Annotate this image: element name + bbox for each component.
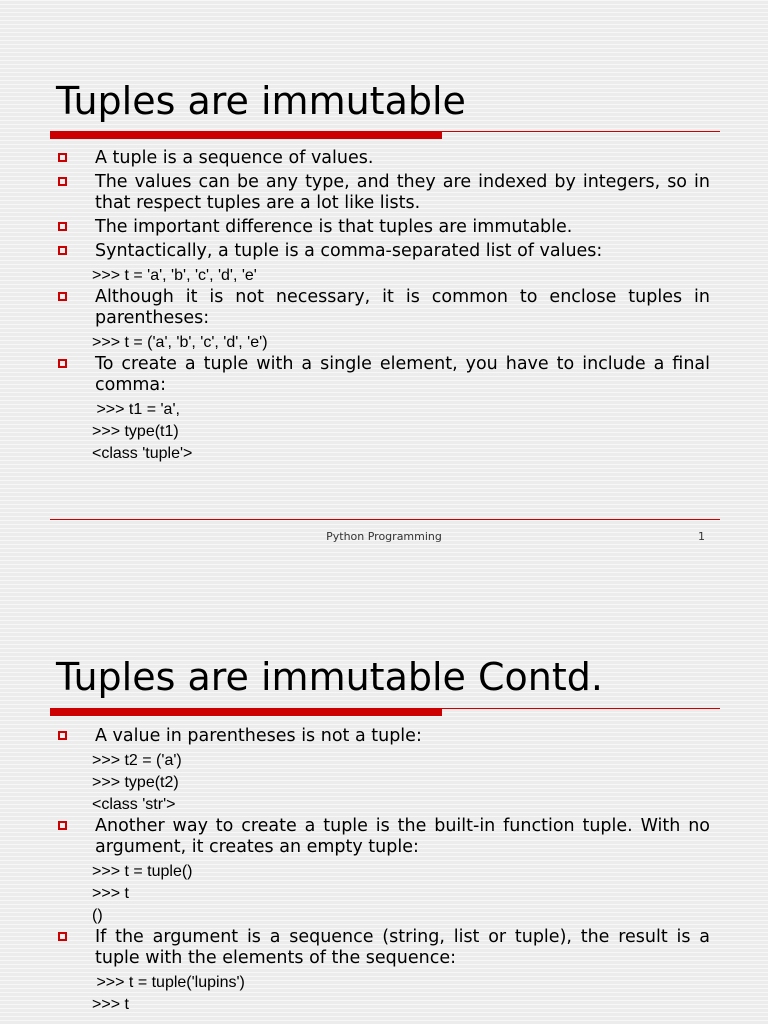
bullet-text: Although it is not necessary, it is common to enclose tuples in parentheses: xyxy=(95,287,710,328)
code-line: >>> t = 'a', 'b', 'c', 'd', 'e' xyxy=(92,267,257,284)
code-line: <class 'tuple'> xyxy=(92,445,193,462)
code-line: >>> t = tuple('lupins') xyxy=(92,974,245,991)
slide-content xyxy=(56,148,710,465)
code-line: >>> t xyxy=(92,996,129,1013)
slide-title: Tuples are immutable Contd. xyxy=(56,655,603,699)
square-bullet-icon xyxy=(58,177,67,186)
slide-2 xyxy=(0,560,768,1024)
bullet-item xyxy=(56,241,710,262)
bullet-text: A tuple is a sequence of values. xyxy=(95,148,374,168)
bullet-item xyxy=(56,816,710,858)
code-line: () xyxy=(92,907,103,924)
bullet-item xyxy=(56,172,710,214)
bullet-text: To create a tuple with a single element, you have to include a final comma: xyxy=(95,354,710,395)
slide-content xyxy=(56,726,710,1016)
title-underline-thick xyxy=(50,708,442,716)
slide-title: Tuples are immutable xyxy=(56,79,466,123)
bullet-item xyxy=(56,148,710,169)
code-line: >>> type(t1) xyxy=(92,423,179,440)
title-underline-thick xyxy=(50,131,442,139)
code-line: >>> t = ('a', 'b', 'c', 'd', 'e') xyxy=(92,334,268,351)
code-line: <class 'str'> xyxy=(92,796,176,813)
bullet-text: The important difference is that tuples are immutable. xyxy=(95,217,573,237)
bullet-item xyxy=(56,217,710,238)
code-line: >>> t = tuple() xyxy=(92,863,193,880)
bullet-text: Another way to create a tuple is the built-in function tuple. With no argument, it creates an empty tuple: xyxy=(95,816,710,857)
bullet-item xyxy=(56,354,710,396)
square-bullet-icon xyxy=(58,731,67,740)
square-bullet-icon xyxy=(58,153,67,162)
square-bullet-icon xyxy=(58,222,67,231)
footer-label: Python Programming xyxy=(326,530,442,543)
bullet-item xyxy=(56,927,710,969)
title-underline-thin xyxy=(442,131,720,132)
code-line: >>> type(t2) xyxy=(92,774,179,791)
page-number: 1 xyxy=(698,530,705,543)
bullet-item xyxy=(56,726,710,747)
square-bullet-icon xyxy=(58,359,67,368)
square-bullet-icon xyxy=(58,932,67,941)
title-underline-thin xyxy=(442,708,720,709)
square-bullet-icon xyxy=(58,246,67,255)
bullet-text: A value in parentheses is not a tuple: xyxy=(95,726,422,746)
code-line: >>> t xyxy=(92,885,129,902)
bullet-item xyxy=(56,287,710,329)
code-line: >>> t1 = 'a', xyxy=(92,401,180,418)
square-bullet-icon xyxy=(58,292,67,301)
bullet-text: Syntactically, a tuple is a comma-separated list of values: xyxy=(95,241,603,261)
footer-divider xyxy=(50,519,720,520)
bullet-text: If the argument is a sequence (string, list or tuple), the result is a tuple with the elements of the sequence: xyxy=(95,927,710,968)
code-line: >>> t2 = ('a') xyxy=(92,752,182,769)
bullet-text: The values can be any type, and they are indexed by integers, so in that respect tuples are a lot like lists. xyxy=(95,172,710,213)
square-bullet-icon xyxy=(58,821,67,830)
